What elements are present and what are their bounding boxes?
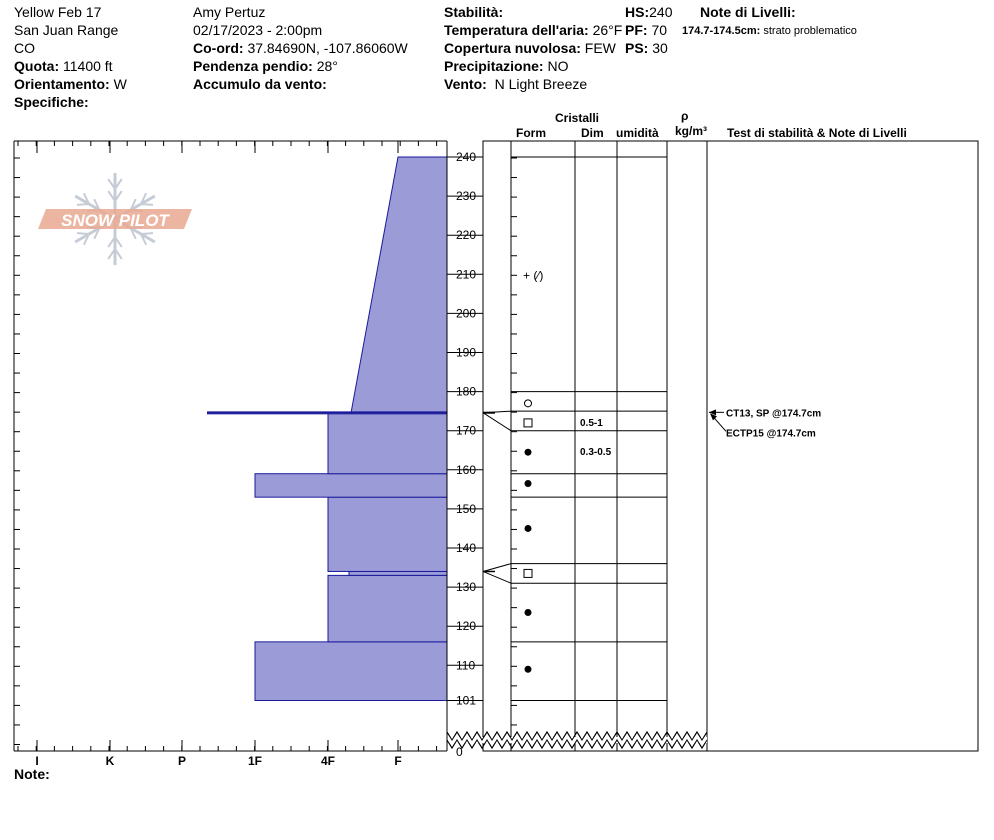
svg-text:SNOW PILOT: SNOW PILOT [61, 211, 169, 230]
boundary-connector [483, 564, 511, 572]
slope-label: Pendenza pendio: [193, 58, 313, 74]
hardness-layer [255, 642, 447, 701]
date-time: 02/17/2023 - 2:00pm [193, 22, 323, 38]
ps-value: 30 [652, 40, 668, 56]
layer-note-text: strato problematico [763, 25, 857, 37]
wind-loading-label: Accumulo da vento: [193, 76, 327, 92]
grain-size-label: 0.3-0.5 [580, 447, 612, 459]
coordinates-value: 37.84690N, -107.86060W [247, 40, 408, 56]
height-zero-label: 0 [456, 745, 463, 759]
elevation-value: 11400 ft [63, 58, 113, 74]
aspect-label: Orientamento: [14, 76, 110, 92]
height-tick-label: 160 [456, 462, 477, 477]
notes-label: Note: [14, 766, 50, 782]
hardness-tick-label: K [105, 754, 115, 768]
elevation-label: Quota: [14, 58, 60, 74]
stability-test-label: CT13, SP @174.7cm [726, 408, 822, 420]
hs-label: HS: [625, 4, 650, 20]
layer-note-range: 174.7-174.5cm: [682, 25, 761, 37]
hardness-layer [255, 474, 447, 497]
hardness-tick-label: 4F [320, 754, 336, 768]
hardness-tick-label: P [177, 754, 187, 768]
mountain-range: San Juan Range [14, 22, 119, 38]
hs-value: 240 [649, 4, 673, 20]
height-tick-label: 101 [456, 693, 477, 708]
pf-value: 70 [651, 22, 668, 38]
stability-test-label: ECTP15 @174.7cm [726, 428, 816, 440]
grain-form-rounded-icon [525, 449, 532, 456]
hardness-layer [328, 497, 447, 571]
height-tick-label: 220 [456, 228, 477, 243]
ps-label: PS: [625, 40, 649, 56]
hardness-layer [328, 413, 447, 474]
grain-form-rounded-icon [525, 609, 532, 616]
layer-notes-heading: Note di Livelli: [700, 4, 796, 20]
hardness-tick-label: 1F [247, 754, 263, 768]
height-tick-label: 240 [456, 150, 477, 164]
dim-heading: Dim [581, 126, 604, 140]
wind-value: N Light Breeze [494, 76, 588, 92]
hardness-layer [328, 575, 447, 641]
crystals-heading: Cristalli [555, 111, 600, 125]
height-tick-label: 170 [456, 423, 477, 438]
pf-label: PF: [625, 22, 648, 38]
height-tick-label: 140 [456, 541, 477, 556]
height-tick-label: 130 [456, 580, 477, 595]
coordinates-label: Co-ord: [193, 40, 244, 56]
stability-notes-heading: Test di stabilità & Note di Livelli [727, 126, 907, 140]
grain-form-faceted-icon [524, 569, 532, 577]
density-symbol: ρ [681, 109, 689, 123]
height-tick-label: 180 [456, 384, 477, 399]
height-tick-label: 190 [456, 345, 477, 360]
cloud-label: Copertura nuvolosa: [444, 40, 581, 56]
specifics-label: Specifiche: [14, 94, 89, 110]
observer: Amy Pertuz [193, 4, 266, 20]
precip-value: NO [547, 58, 569, 74]
table-frame [483, 141, 978, 751]
air-temp-label: Temperatura dell'aria: [444, 22, 589, 38]
snowpilot-logo [38, 173, 192, 265]
site-title: Yellow Feb 17 [14, 4, 102, 20]
grain-form-rounded-icon [525, 480, 532, 487]
form-heading: Form [516, 126, 546, 140]
precip-label: Precipitazione: [444, 58, 544, 74]
grain-form-rounded-icon [525, 666, 532, 673]
grain-form-faceted-icon [524, 419, 532, 427]
aspect-value: W [113, 76, 127, 92]
height-tick-label: 210 [456, 267, 477, 282]
hardness-tick-label: I [35, 754, 39, 768]
hardness-layer [349, 571, 447, 575]
height-tick-label: 200 [456, 306, 477, 321]
height-tick-label: 150 [456, 501, 477, 516]
wind-label: Vento: [444, 76, 487, 92]
grain-form-text: + (⁄) [523, 268, 544, 283]
slope-value: 28° [316, 58, 338, 74]
cloud-value: FEW [584, 40, 616, 56]
stability-label: Stabilità: [444, 4, 504, 20]
state: CO [14, 40, 35, 56]
moisture-heading: umidità [616, 126, 659, 140]
hardness-tick-label: F [394, 754, 402, 768]
density-unit: kg/m³ [675, 124, 708, 138]
hardness-layer [351, 157, 447, 412]
grain-size-label: 0.5-1 [580, 417, 603, 429]
height-tick-label: 230 [456, 189, 477, 204]
height-tick-label: 120 [456, 619, 477, 634]
boundary-connector [483, 571, 511, 583]
air-temp-value: 26°F [592, 22, 623, 38]
height-tick-label: 110 [456, 658, 476, 673]
grain-form-melt-icon [525, 400, 532, 407]
grain-form-rounded-icon [525, 525, 532, 532]
boundary-connector [483, 413, 511, 431]
